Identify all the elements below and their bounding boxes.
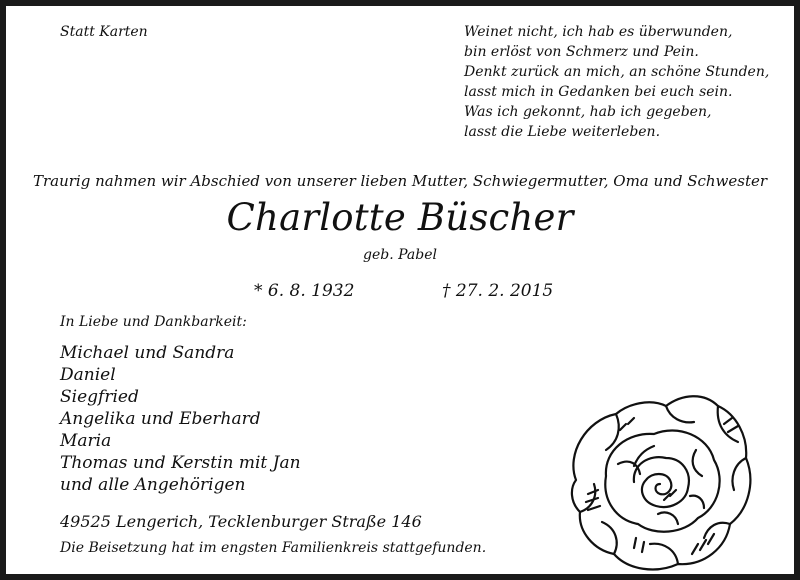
- header-left-text: Statt Karten: [60, 24, 148, 40]
- funeral-note: Die Beisetzung hat im engsten Familienkreis stattgefunden.: [60, 540, 487, 556]
- mourner-name: Maria: [60, 431, 112, 451]
- mourner-name: und alle Angehörigen: [60, 475, 246, 495]
- birth-date: * 6. 8. 1932: [254, 281, 355, 301]
- rose-icon: [558, 384, 758, 576]
- mourner-name: Angelika und Eberhard: [60, 409, 261, 429]
- mourners-heading: In Liebe und Dankbarkeit:: [60, 314, 247, 330]
- poem-line: Was ich gekonnt, hab ich gegeben,: [464, 104, 712, 120]
- poem-line: Denkt zurück an mich, an schöne Stunden,: [464, 64, 770, 80]
- mourner-name: Daniel: [60, 365, 116, 385]
- poem-line: Weinet nicht, ich hab es überwunden,: [464, 24, 733, 40]
- deceased-name: Charlotte Büscher: [226, 196, 574, 239]
- poem-line: lasst mich in Gedanken bei euch sein.: [464, 84, 733, 100]
- mourner-name: Michael und Sandra: [60, 343, 235, 363]
- mourner-name: Thomas und Kerstin mit Jan: [60, 453, 301, 473]
- poem-line: lasst die Liebe weiterleben.: [464, 124, 661, 140]
- poem-line: bin erlöst von Schmerz und Pein.: [464, 44, 699, 60]
- mourner-name: Siegfried: [60, 387, 139, 407]
- death-date: † 27. 2. 2015: [442, 281, 554, 301]
- mourners-list: [60, 342, 301, 496]
- address: 49525 Lengerich, Tecklenburger Straße 146: [60, 512, 422, 531]
- birth-name: geb. Pabel: [363, 247, 437, 263]
- intro-text: Traurig nahmen wir Abschied von unserer lieben Mutter, Schwiegermutter, Oma und Schwester: [32, 172, 768, 190]
- poem: [464, 22, 769, 142]
